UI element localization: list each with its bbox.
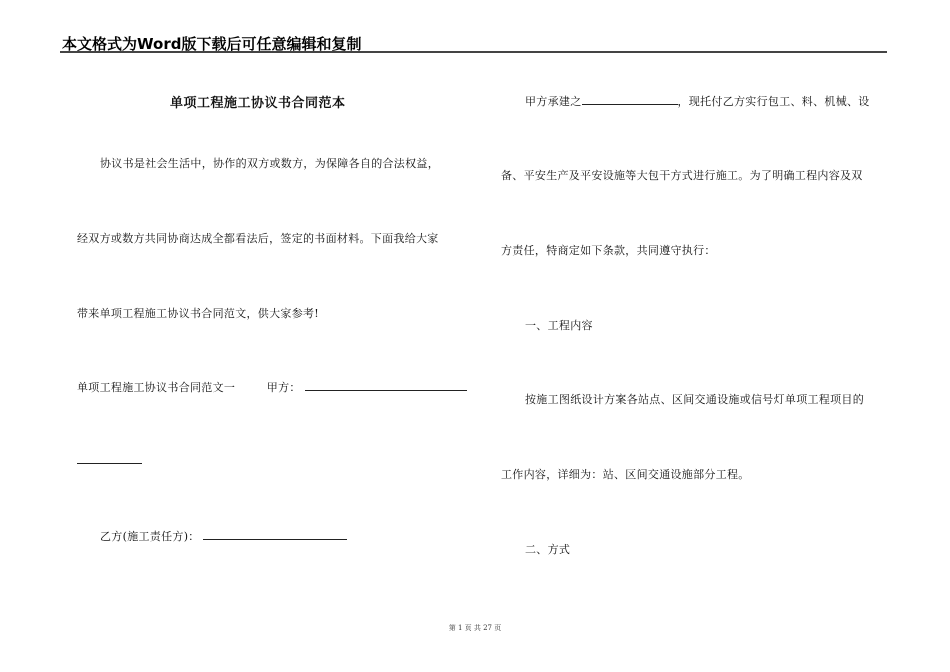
header-divider	[60, 51, 887, 53]
party-b-label: 乙方(施工责任方)：	[100, 530, 200, 543]
party-a-label: 甲方：	[266, 381, 301, 394]
party-b-blank	[203, 529, 347, 540]
document-title: 单项工程施工协议书合同范本	[170, 96, 346, 111]
section-heading: 一、工程内容	[525, 319, 593, 332]
body-line	[100, 528, 347, 544]
body-line: 备、平安生产及平安设施等大包干方式进行施工。为了明确工程内容及双	[501, 169, 863, 182]
page-number: 第 1 页 共 27 页	[448, 624, 502, 632]
section-heading: 单项工程施工协议书合同范文一	[77, 381, 236, 394]
body-line: 经双方或数方共同协商达成全都看法后，签定的书面材料。下面我给大家	[77, 232, 439, 245]
body-line	[77, 379, 467, 395]
project-blank	[582, 94, 678, 105]
body-line: 带来单项工程施工协议书合同范文，供大家参考!	[77, 307, 320, 320]
document-header: 本文格式为Word版下载后可任意编辑和复制	[62, 35, 362, 53]
section-heading: 二、方式	[525, 543, 571, 556]
body-line: 工作内容，详细为：站、区间交通设施部分工程。	[501, 468, 750, 481]
body-line: 按施工图纸设计方案各站点、区间交通设施或信号灯单项工程项目的	[525, 393, 864, 406]
body-line: 甲方承建之 ，现托付乙方实行包工、料、机械、设	[525, 95, 870, 108]
body-line: 协议书是社会生活中，协作的双方或数方，为保障各自的合法权益，	[100, 157, 439, 170]
party-a-blank-continued	[77, 453, 142, 464]
party-a-blank	[305, 380, 467, 391]
body-line	[77, 453, 142, 467]
body-line: 方责任，特商定如下条款，共同遵守执行：	[501, 244, 716, 257]
